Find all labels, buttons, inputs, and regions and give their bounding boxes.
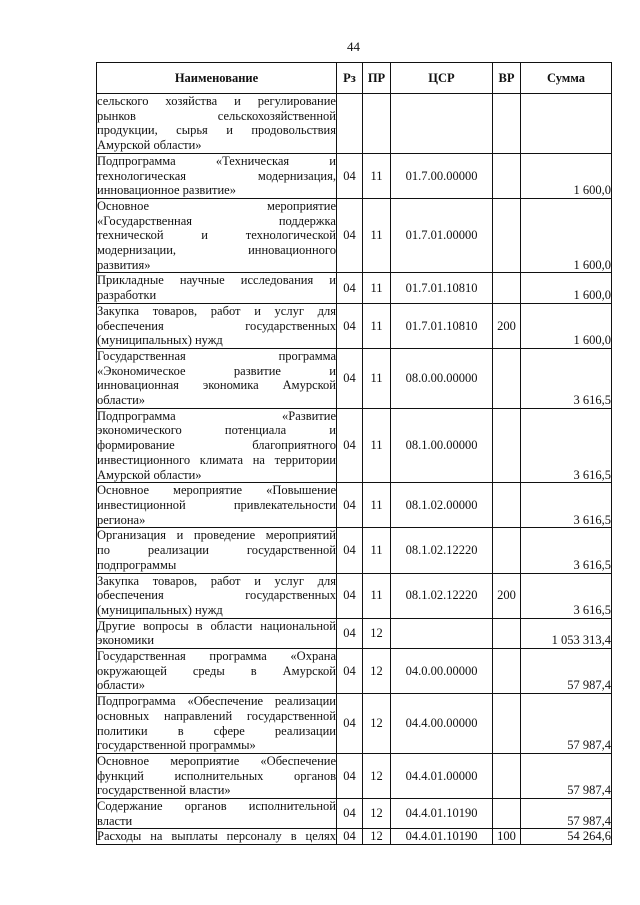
pr-cell: 12	[363, 618, 391, 648]
rz-cell: 04	[337, 799, 363, 829]
sum-cell: 3 616,5	[521, 573, 612, 618]
pr-cell: 11	[363, 528, 391, 573]
name-line: (муниципальных) нужд	[97, 333, 223, 348]
name-cell	[97, 528, 337, 573]
csr-cell: 01.7.00.00000	[391, 153, 493, 198]
name-line: инновационная экономика Амурской	[97, 378, 336, 393]
name-line: Прикладные научные исследования и	[97, 273, 336, 288]
name-line: области»	[97, 393, 146, 408]
sum-cell: 54 264,6	[521, 829, 612, 845]
pr-cell: 11	[363, 348, 391, 408]
table-row	[97, 694, 612, 754]
csr-cell: 04.4.00.00000	[391, 694, 493, 754]
table-row	[97, 829, 612, 845]
name-line: технологическая модернизация,	[97, 168, 336, 183]
csr-cell: 08.1.02.00000	[391, 483, 493, 528]
rz-cell	[337, 94, 363, 154]
table-row	[97, 408, 612, 483]
pr-cell: 12	[363, 829, 391, 845]
table-row	[97, 799, 612, 829]
vr-cell	[493, 198, 521, 273]
pr-cell: 12	[363, 753, 391, 798]
pr-cell: 11	[363, 483, 391, 528]
csr-cell	[391, 94, 493, 154]
table-row	[97, 649, 612, 694]
column-header-vr: ВР	[493, 63, 521, 94]
rz-cell: 04	[337, 348, 363, 408]
name-cell	[97, 649, 337, 694]
vr-cell	[493, 408, 521, 483]
rz-cell: 04	[337, 153, 363, 198]
column-header-name: Наименование	[97, 63, 337, 94]
table-row	[97, 618, 612, 648]
table-row	[97, 153, 612, 198]
pr-cell: 11	[363, 273, 391, 303]
rz-cell: 04	[337, 573, 363, 618]
name-line: экономического потенциала и	[97, 423, 336, 438]
sum-cell: 3 616,5	[521, 528, 612, 573]
column-header-sum: Сумма	[521, 63, 612, 94]
table-row	[97, 198, 612, 273]
name-line: формирование благоприятного	[97, 438, 336, 453]
name-line: Организация и проведение мероприятий	[97, 528, 336, 543]
name-line: экономики	[97, 633, 155, 648]
vr-cell	[493, 94, 521, 154]
csr-cell: 08.1.02.12220	[391, 528, 493, 573]
vr-cell	[493, 618, 521, 648]
name-line: Содержание органов исполнительной	[97, 799, 336, 814]
name-line: функций исполнительных органов	[97, 768, 336, 783]
name-line: Закупка товаров, работ и услуг для	[97, 573, 336, 588]
csr-cell: 01.7.01.10810	[391, 303, 493, 348]
name-line: Основное мероприятие	[97, 198, 336, 213]
name-line: разработки	[97, 288, 157, 303]
sum-cell: 57 987,4	[521, 649, 612, 694]
table-row	[97, 483, 612, 528]
sum-cell: 3 616,5	[521, 348, 612, 408]
name-line: технической и технологической	[97, 228, 336, 243]
rz-cell: 04	[337, 408, 363, 483]
name-line: продукции, сырья и продовольствия	[97, 123, 336, 138]
name-line: Другие вопросы в области национальной	[97, 618, 336, 633]
name-line: инвестиционной привлекательности	[97, 497, 336, 512]
vr-cell	[493, 694, 521, 754]
name-cell	[97, 799, 337, 829]
sum-cell: 1 600,0	[521, 153, 612, 198]
csr-cell: 08.1.02.12220	[391, 573, 493, 618]
name-line: рынков сельскохозяйственной	[97, 108, 336, 123]
sum-cell: 1 053 313,4	[521, 618, 612, 648]
sum-cell: 1 600,0	[521, 198, 612, 273]
table-row	[97, 273, 612, 303]
name-line: подпрограммы	[97, 557, 177, 572]
name-line: инвестиционного климата на территории	[97, 452, 336, 467]
name-line: Подпрограмма «Техническая и	[97, 153, 336, 168]
name-cell	[97, 273, 337, 303]
name-cell	[97, 94, 337, 154]
sum-cell: 57 987,4	[521, 799, 612, 829]
csr-cell: 04.4.01.10190	[391, 799, 493, 829]
pr-cell: 11	[363, 573, 391, 618]
vr-cell	[493, 799, 521, 829]
column-header-rz: Рз	[337, 63, 363, 94]
name-line: «Государственная поддержка	[97, 213, 336, 228]
column-header-csr: ЦСР	[391, 63, 493, 94]
name-line: Расходы на выплаты персоналу в целях	[97, 829, 336, 844]
name-cell	[97, 408, 337, 483]
vr-cell	[493, 649, 521, 694]
name-line: государственной власти»	[97, 783, 231, 798]
csr-cell: 04.0.00.00000	[391, 649, 493, 694]
name-line: Амурской области»	[97, 467, 202, 482]
csr-cell: 04.4.01.10190	[391, 829, 493, 845]
rz-cell: 04	[337, 303, 363, 348]
name-line: сельского хозяйства и регулирование	[97, 94, 336, 108]
name-line: обеспечения государственных	[97, 318, 336, 333]
name-line: государственной программы»	[97, 738, 256, 753]
name-cell	[97, 829, 337, 845]
name-line: (муниципальных) нужд	[97, 602, 223, 617]
sum-cell: 1 600,0	[521, 303, 612, 348]
pr-cell: 12	[363, 694, 391, 754]
pr-cell: 11	[363, 408, 391, 483]
name-line: Амурской области»	[97, 138, 202, 153]
name-cell	[97, 753, 337, 798]
csr-cell: 08.1.00.00000	[391, 408, 493, 483]
pr-cell: 11	[363, 303, 391, 348]
pr-cell	[363, 94, 391, 154]
vr-cell	[493, 753, 521, 798]
name-line: инновационное развитие»	[97, 183, 236, 198]
rz-cell: 04	[337, 649, 363, 694]
name-cell	[97, 303, 337, 348]
name-line: Государственная программа	[97, 348, 336, 363]
csr-cell	[391, 618, 493, 648]
name-line: по реализации государственной	[97, 543, 336, 558]
rz-cell: 04	[337, 829, 363, 845]
sum-cell: 3 616,5	[521, 408, 612, 483]
table-row	[97, 303, 612, 348]
table-row	[97, 528, 612, 573]
name-cell	[97, 694, 337, 754]
header-row	[97, 63, 612, 94]
pr-cell: 12	[363, 649, 391, 694]
name-cell	[97, 618, 337, 648]
name-line: обеспечения государственных	[97, 588, 336, 603]
name-line: модернизации, инновационного	[97, 243, 336, 258]
rz-cell: 04	[337, 483, 363, 528]
sum-cell	[521, 94, 612, 154]
name-line: политики в сфере реализации	[97, 723, 336, 738]
name-cell	[97, 483, 337, 528]
pr-cell: 11	[363, 198, 391, 273]
name-line: окружающей среды в Амурской	[97, 663, 336, 678]
name-line: Подпрограмма «Развитие	[97, 408, 336, 423]
rz-cell: 04	[337, 618, 363, 648]
csr-cell: 04.4.01.00000	[391, 753, 493, 798]
name-line: региона»	[97, 512, 146, 527]
name-line: развития»	[97, 257, 151, 272]
sum-cell: 57 987,4	[521, 694, 612, 754]
vr-cell: 200	[493, 573, 521, 618]
name-line: «Экономическое развитие и	[97, 363, 336, 378]
csr-cell: 01.7.01.00000	[391, 198, 493, 273]
column-header-pr: ПР	[363, 63, 391, 94]
name-line: Основное мероприятие «Обеспечение	[97, 753, 336, 768]
sum-cell: 57 987,4	[521, 753, 612, 798]
name-line: власти	[97, 813, 133, 828]
vr-cell	[493, 528, 521, 573]
vr-cell	[493, 153, 521, 198]
rz-cell: 04	[337, 694, 363, 754]
pr-cell: 11	[363, 153, 391, 198]
vr-cell	[493, 273, 521, 303]
name-cell	[97, 198, 337, 273]
sum-cell: 1 600,0	[521, 273, 612, 303]
name-line: Государственная программа «Охрана	[97, 649, 336, 664]
rz-cell: 04	[337, 528, 363, 573]
rz-cell: 04	[337, 198, 363, 273]
vr-cell	[493, 483, 521, 528]
name-line: основных направлений государственной	[97, 708, 336, 723]
table-row	[97, 753, 612, 798]
name-cell	[97, 348, 337, 408]
name-line: области»	[97, 678, 146, 693]
csr-cell: 01.7.01.10810	[391, 273, 493, 303]
pr-cell: 12	[363, 799, 391, 829]
rz-cell: 04	[337, 753, 363, 798]
table-row	[97, 348, 612, 408]
budget-table	[96, 62, 612, 845]
name-cell	[97, 153, 337, 198]
vr-cell: 100	[493, 829, 521, 845]
vr-cell: 200	[493, 303, 521, 348]
page-number: 44	[347, 39, 360, 54]
name-cell	[97, 573, 337, 618]
table-row	[97, 573, 612, 618]
vr-cell	[493, 348, 521, 408]
rz-cell: 04	[337, 273, 363, 303]
sum-cell: 3 616,5	[521, 483, 612, 528]
name-line: Подпрограмма «Обеспечение реализации	[97, 694, 336, 709]
name-line: Закупка товаров, работ и услуг для	[97, 303, 336, 318]
table-row	[97, 94, 612, 154]
csr-cell: 08.0.00.00000	[391, 348, 493, 408]
name-line: Основное мероприятие «Повышение	[97, 483, 336, 498]
